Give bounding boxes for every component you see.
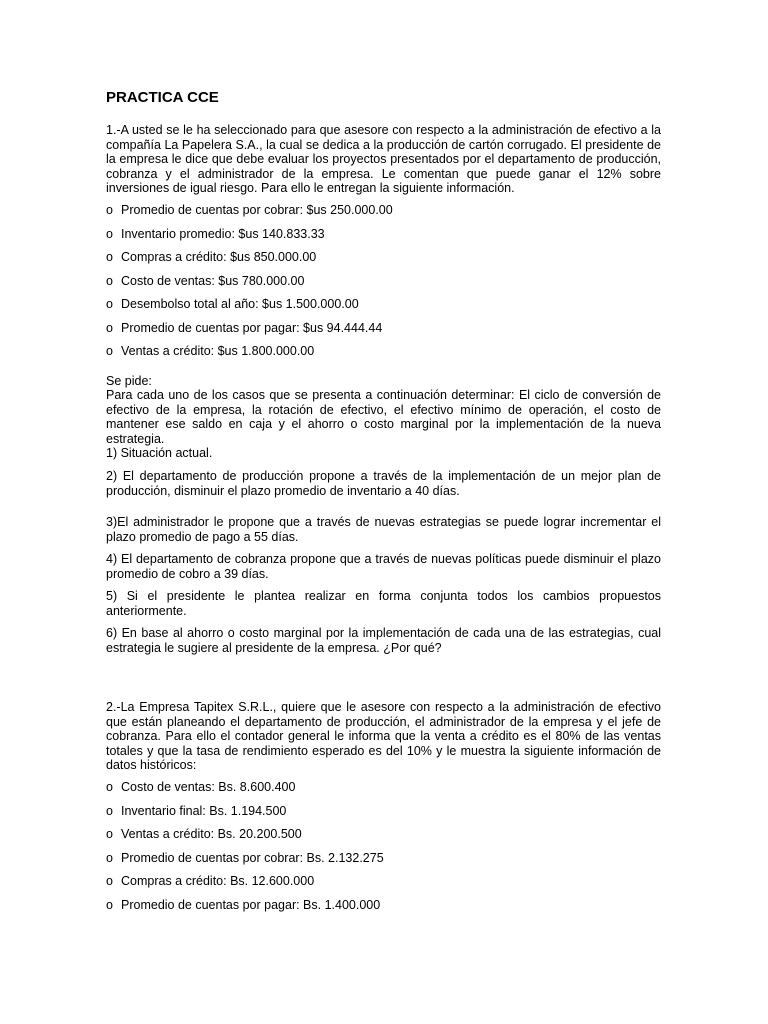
list-item (106, 321, 382, 335)
bullet-marker: o (106, 851, 113, 865)
document-title: PRACTICA CCE (106, 89, 219, 106)
problem2-intro: 2.-La Empresa Tapitex S.R.L., quiere que le asesore con respecto a la administración de efectivo que están planeando el departamento de producción, el administrador de la empresa y el jefe de cobranza. Para ello el contador general le informa que la venta a crédito es el 80% de las ventas totales y que la tasa de rendimiento esperado es del 10% y le muestra la siguiente información de datos históricos: (106, 700, 661, 772)
list-item (106, 827, 302, 841)
bullet-marker: o (106, 250, 113, 264)
list-item-text: Costo de ventas: Bs. 8.600.400 (121, 780, 296, 794)
list-item (106, 851, 384, 865)
list-item-text: Ventas a crédito: $us 1.800.000.00 (121, 344, 315, 358)
problem1-intro: 1.-A usted se le ha seleccionado para que asesore con respecto a la administración de efectivo a la compañía La Papelera S.A., la cual se dedica a la producción de cartón corrugado. El presidente de la empresa le dice que debe evaluar los proyectos presentados por el departamento de producción, cobranza y el administrador de la empresa. Le comentan que puede ganar el 12% sobre inversiones de igual riesgo. Para ello le entregan la siguiente información. (106, 123, 661, 195)
bullet-marker: o (106, 321, 113, 335)
list-item (106, 274, 304, 288)
list-item (106, 804, 286, 818)
list-item (106, 344, 314, 358)
case-3: 3)El administrador le propone que a través de nuevas estrategias se puede lograr incrementar el plazo promedio de pago a 55 días. (106, 515, 661, 544)
bullet-marker: o (106, 203, 113, 217)
se-pide-label: Se pide: (106, 374, 152, 388)
se-pide-text: Para cada uno de los casos que se presenta a continuación determinar: El ciclo de conversión de efectivo de la empresa, la rotación de efectivo, el efectivo mínimo de operación, el costo de mantener ese saldo en caja y el ahorro o costo marginal por la implementación de la nueva estrategia. (106, 388, 661, 446)
bullet-marker: o (106, 274, 113, 288)
list-item (106, 203, 393, 217)
list-item (106, 227, 325, 241)
list-item-text: Promedio de cuentas por pagar: Bs. 1.400.000 (121, 898, 381, 912)
list-item-text: Compras a crédito: $us 850.000.00 (121, 250, 317, 264)
list-item (106, 780, 295, 794)
case-6: 6) En base al ahorro o costo marginal por la implementación de cada una de las estrategias, cual estrategia le sugiere al presidente de la empresa. ¿Por qué? (106, 626, 661, 655)
list-item (106, 898, 380, 912)
list-item-text: Promedio de cuentas por cobrar: $us 250.000.00 (121, 203, 393, 217)
list-item-text: Promedio de cuentas por cobrar: Bs. 2.132.275 (121, 851, 384, 865)
list-item (106, 250, 316, 264)
case-2: 2) El departamento de producción propone a través de la implementación de un mejor plan de producción, disminuir el plazo promedio de inventario a 40 días. (106, 469, 661, 498)
bullet-marker: o (106, 297, 113, 311)
list-item (106, 874, 314, 888)
list-item (106, 297, 359, 311)
case-4: 4) El departamento de cobranza propone que a través de nuevas políticas puede disminuir el plazo promedio de cobro a 39 días. (106, 552, 661, 581)
bullet-marker: o (106, 227, 113, 241)
bullet-marker: o (106, 804, 113, 818)
bullet-marker: o (106, 780, 113, 794)
list-item-text: Costo de ventas: $us 780.000.00 (121, 274, 305, 288)
bullet-marker: o (106, 898, 113, 912)
case-1: 1) Situación actual. (106, 446, 213, 460)
list-item-text: Compras a crédito: Bs. 12.600.000 (121, 874, 315, 888)
list-item-text: Promedio de cuentas por pagar: $us 94.444.44 (121, 321, 383, 335)
list-item-text: Inventario promedio: $us 140.833.33 (121, 227, 325, 241)
list-item-text: Ventas a crédito: Bs. 20.200.500 (121, 827, 302, 841)
case-5: 5) Si el presidente le plantea realizar en forma conjunta todos los cambios propuestos anteriormente. (106, 589, 661, 618)
bullet-marker: o (106, 827, 113, 841)
list-item-text: Inventario final: Bs. 1.194.500 (121, 804, 287, 818)
bullet-marker: o (106, 874, 113, 888)
list-item-text: Desembolso total al año: $us 1.500.000.00 (121, 297, 359, 311)
bullet-marker: o (106, 344, 113, 358)
